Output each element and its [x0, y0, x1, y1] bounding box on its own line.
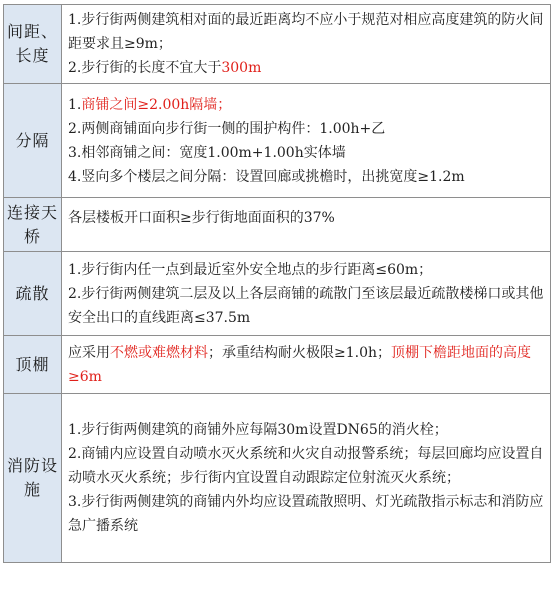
content-line: 3.相邻商铺之间：宽度1.00m+1.00h实体墙	[68, 144, 346, 161]
row-label: 顶棚	[4, 336, 62, 394]
content-line: 3.步行街两侧建筑的商铺内外均应设置疏散照明、灯光疏散指示标志和消防应急广播系统	[68, 494, 544, 534]
content-line: 1.步行街两侧建筑的商铺外应每隔30m设置DN65的消火栓；	[68, 422, 448, 438]
fire-spec-table	[3, 4, 551, 563]
row-label: 疏散	[4, 252, 62, 336]
content-line: 2.步行街的长度不宜大于300m	[68, 60, 262, 76]
row-content	[62, 336, 551, 394]
content-line: 4.竖向多个楼层之间分隔：设置回廊或挑檐时，出挑宽度≥1.2m	[68, 168, 465, 185]
row-label: 消防设施	[4, 394, 62, 563]
table-row	[4, 394, 551, 563]
row-label: 连接天桥	[4, 198, 62, 252]
content-line: 2.商铺内应设置自动喷水灭火系统和火灾自动报警系统；每层回廊均应设置自动喷水灭火系统；步行街内宜设置自动跟踪定位射流灭火系统；	[68, 446, 544, 486]
table-row	[4, 84, 551, 198]
content-line: 各层楼板开口面积≥步行街地面面积的37%	[68, 210, 335, 226]
row-content	[62, 394, 551, 563]
content-line: 2.两侧商铺面向步行街一侧的围护构件：1.00h+乙	[68, 120, 386, 137]
table-row	[4, 336, 551, 394]
row-label: 分隔	[4, 84, 62, 198]
table-row	[4, 5, 551, 84]
row-content	[62, 198, 551, 252]
highlight-text: 商铺之间≥2.00h隔墙；	[81, 96, 232, 113]
highlight-text: 顶棚下檐距地面的高度≥6m	[68, 344, 532, 385]
row-content	[62, 5, 551, 84]
content-line: 2.步行街两侧建筑二层及以上各层商铺的疏散门至该层最近疏散楼梯口或其他安全出口的直线距离≤37.5m	[68, 285, 544, 326]
table-row	[4, 252, 551, 336]
highlight-text: 不燃或难燃材料	[110, 344, 208, 361]
table-row	[4, 198, 551, 252]
row-content	[62, 84, 551, 198]
content-line: 1.步行街两侧建筑相对面的最近距离均不应小于规范对相应高度建筑的防火间距要求且≥9m；	[68, 12, 544, 52]
content-line: 1.步行街内任一点到最近室外安全地点的步行距离≤60m；	[68, 261, 433, 278]
row-content	[62, 252, 551, 336]
content-line: 1.商铺之间≥2.00h隔墙；	[68, 96, 232, 113]
highlight-text: 300m	[221, 60, 262, 76]
row-label: 间距、长度	[4, 5, 62, 84]
content-line: 应采用不燃或难燃材料；承重结构耐火极限≥1.0h；顶棚下檐距地面的高度≥6m	[68, 344, 532, 385]
